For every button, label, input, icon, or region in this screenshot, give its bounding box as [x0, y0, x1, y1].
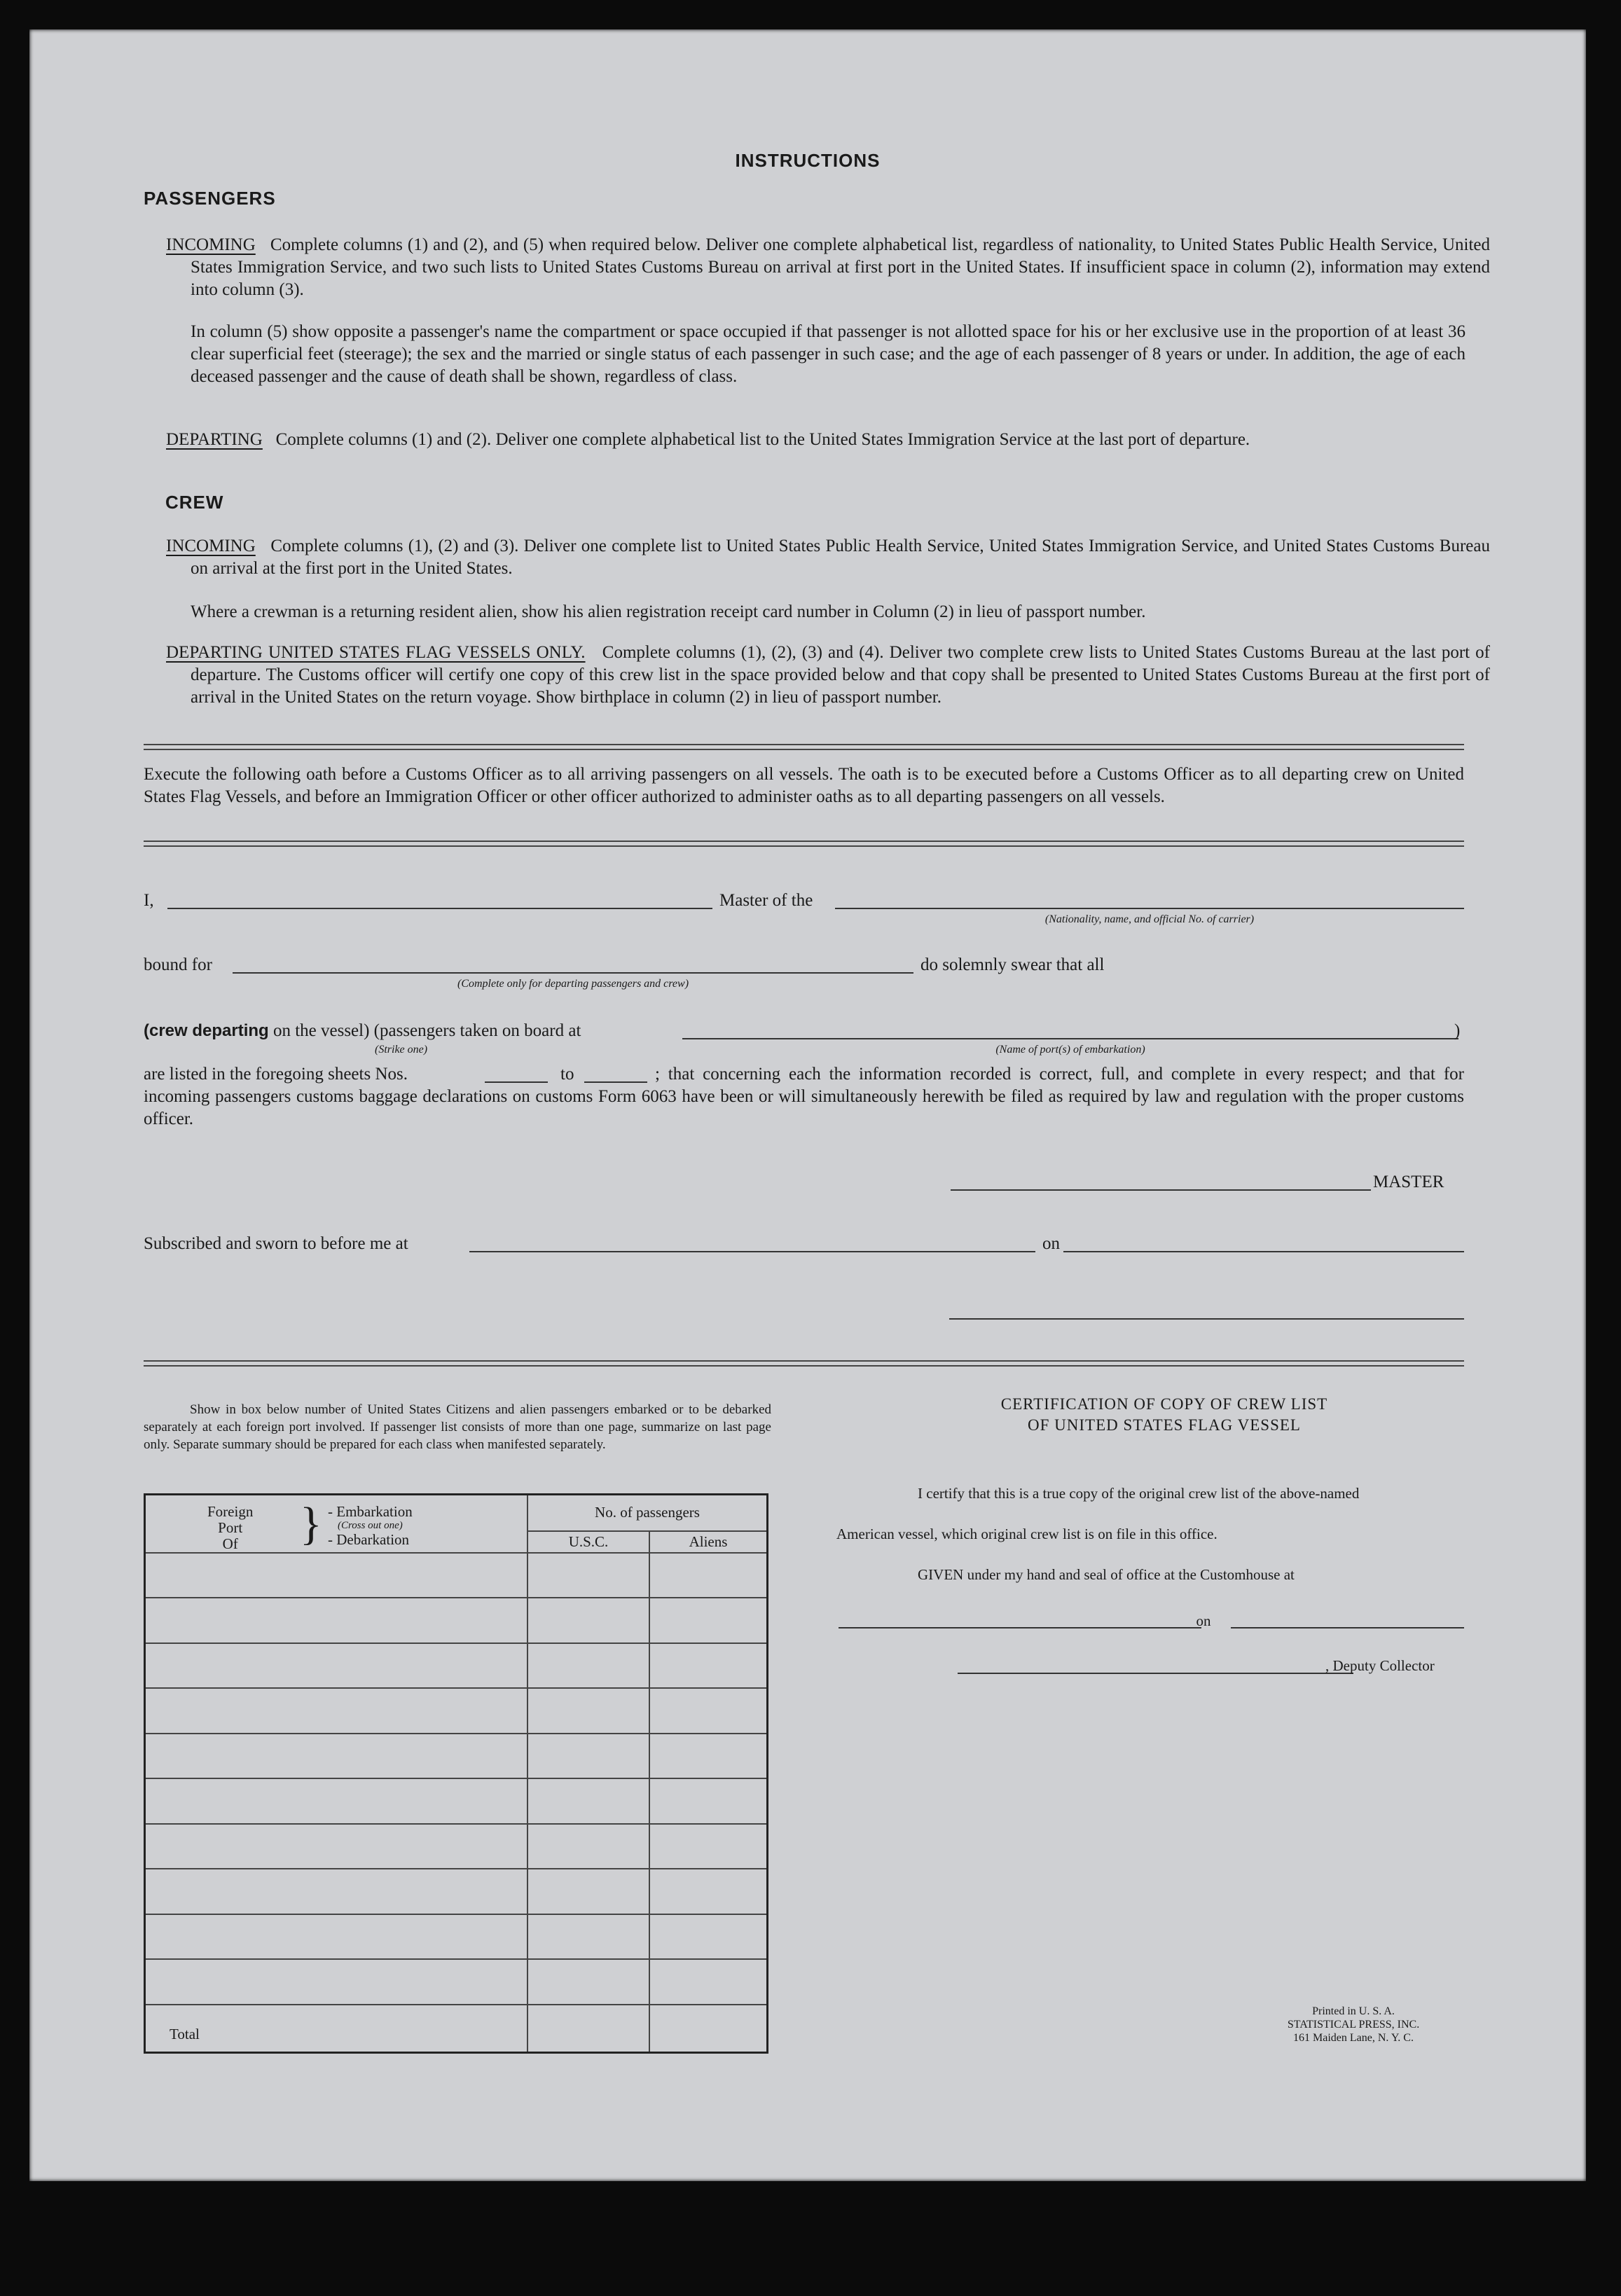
- crew-departing-text: Complete columns (1), (2), (3) and (4). Deliver two complete crew lists to United States Customs Bureau at the last port of departure. The Customs officer will certify one copy of this crew list in the space provided below and that copy shall be presented to United States Customs Bureau at the first port of arrival in the United States on the return voyage. Show birthplace in column (2) in lieu of passport number.: [191, 643, 1490, 707]
- embark-debark-options: [328, 1504, 413, 1548]
- cert-date-field[interactable]: [1231, 1627, 1464, 1628]
- certification-title-line2: OF UNITED STATES FLAG VESSEL: [1028, 1416, 1301, 1434]
- master-signature-field[interactable]: [951, 1189, 1371, 1191]
- deputy-signature-field[interactable]: [958, 1673, 1353, 1674]
- summary-note: Show in box below number of United States Citizens and alien passengers embarked or to be debarked separately at each foreign port involved. If passenger list consists of more than one page, summarize on last page only. Separate summary should be prepared for each class when manifested separately.: [144, 1402, 771, 1452]
- usc-header: U.S.C.: [527, 1531, 649, 1553]
- i-label: I,: [144, 891, 154, 910]
- divider: [144, 744, 1464, 750]
- table-row[interactable]: [145, 1643, 768, 1689]
- passengers-departing-paragraph: [166, 429, 1490, 451]
- form-page: [29, 29, 1586, 2181]
- embarkation-option[interactable]: - Embarkation: [328, 1503, 413, 1520]
- swear-label: do solemnly swear that all: [920, 955, 1105, 974]
- table-row[interactable]: [145, 1734, 768, 1779]
- crew-incoming-label: INCOMING: [166, 537, 256, 555]
- departing-text: Complete columns (1) and (2). Deliver one complete alphabetical list to the United States Immigration Service at the last port of departure.: [275, 430, 1250, 449]
- table-row[interactable]: [145, 1824, 768, 1869]
- master-label: MASTER: [1373, 1173, 1444, 1191]
- bound-for-label: bound for: [144, 955, 212, 974]
- crew-departing-label: DEPARTING UNITED STATES FLAG VESSELS ONLY.: [166, 643, 586, 662]
- of-word: Of: [222, 1535, 238, 1552]
- given-text: GIVEN under my hand and seal of office at the Customhouse at: [918, 1566, 1295, 1583]
- cross-out-caption: (Cross out one): [337, 1520, 403, 1531]
- column5-paragraph: In column (5) show opposite a passenger's name the compartment or space occupied if that passenger is not allotted space for his or her exclusive use in the proportion of at least 36 clear superficial feet (steerage); the sex and the married or single status of each passenger in such case; and the age of each passenger of 8 years or under. In addition, the age of each deceased passenger and the cause of death shall be shown, regardless of class.: [191, 322, 1465, 386]
- carrier-caption: (Nationality, name, and official No. of carrier): [1044, 913, 1255, 925]
- certify-line1: I certify that this is a true copy of the original crew list of the above-named: [918, 1485, 1360, 1502]
- table-row[interactable]: [145, 1553, 768, 1598]
- listed-start: are listed in the foregoing sheets Nos.: [144, 1065, 408, 1084]
- no-passengers-header: No. of passengers: [527, 1495, 768, 1531]
- summary-table: [144, 1493, 768, 2054]
- master-name-field[interactable]: [167, 908, 712, 909]
- brace-icon: }: [300, 1498, 322, 1549]
- debarkation-option[interactable]: - Debarkation: [328, 1531, 410, 1548]
- bound-for-field[interactable]: [233, 972, 913, 974]
- crew-incoming-paragraph: [166, 535, 1490, 580]
- sworn-date-field[interactable]: [1063, 1251, 1464, 1252]
- table-row[interactable]: [145, 1959, 768, 2005]
- on-vessel-label: on the vessel): [273, 1021, 370, 1040]
- embarkation-port-field[interactable]: [682, 1038, 1458, 1039]
- table-row[interactable]: [145, 1778, 768, 1824]
- subscribed-label: Subscribed and sworn to before me at: [144, 1234, 408, 1253]
- passengers-heading: PASSENGERS: [144, 188, 276, 209]
- crew-resident-paragraph: Where a crewman is a returning resident alien, show his alien registration receipt card number in Column (2) in lieu of passport number.: [191, 602, 1146, 621]
- printer-imprint: [1248, 2005, 1458, 2045]
- foreign-port-header: [145, 1495, 528, 1553]
- printer-line1: Printed in U. S. A.: [1312, 2005, 1395, 2017]
- printer-line2: STATISTICAL PRESS, INC.: [1287, 2019, 1420, 2031]
- crew-departing-option[interactable]: (crew departing: [144, 1021, 269, 1040]
- strike-one-caption: (Strike one): [375, 1044, 428, 1056]
- incoming-text: Complete columns (1) and (2), and (5) when required below. Deliver one complete alphabetical list, regardless of nationality, to United States Public Health Service, United States Immigration Service, and two such lists to United States Customs Bureau on arrival at first port in the United States. If insufficient space in column (2), information may extend into column (3).: [191, 235, 1490, 299]
- close-paren: ): [1454, 1021, 1461, 1040]
- deputy-collector-label: , Deputy Collector: [1325, 1657, 1435, 1674]
- master-of-the-label: Master of the: [719, 891, 813, 910]
- on-label: on: [1042, 1234, 1060, 1253]
- aliens-header: Aliens: [649, 1531, 768, 1553]
- foreign-port-of: [207, 1504, 253, 1552]
- total-row[interactable]: [145, 2005, 768, 2053]
- instructions-title: INSTRUCTIONS: [735, 150, 881, 171]
- crew-incoming-text: Complete columns (1), (2) and (3). Deliver one complete list to United States Public Health Service, United States Immigration Service, and United States Customs Bureau on arrival at the first port in the United States.: [191, 537, 1490, 578]
- to-label: to: [560, 1065, 574, 1084]
- port-caption: (Name of port(s) of embarkation): [995, 1044, 1145, 1056]
- departing-label: DEPARTING: [166, 430, 263, 449]
- passengers-taken-option[interactable]: (passengers taken on board at: [373, 1021, 581, 1040]
- crew-departing-paragraph: [166, 642, 1490, 709]
- foreign-word: Foreign: [207, 1503, 254, 1520]
- port-word: Port: [218, 1519, 243, 1536]
- certify-line2: American vessel, which original crew list is on file in this office.: [836, 1526, 1218, 1542]
- certification-title: [863, 1394, 1465, 1436]
- crew-heading: CREW: [165, 492, 224, 513]
- crew-passengers-line: [144, 1020, 581, 1042]
- total-label: Total: [145, 2005, 528, 2053]
- printer-line3: 161 Maiden Lane, N. Y. C.: [1293, 2032, 1414, 2044]
- bound-for-caption: (Complete only for departing passengers and crew): [457, 978, 689, 990]
- incoming-label: INCOMING: [166, 235, 256, 254]
- table-row[interactable]: [145, 1688, 768, 1734]
- cert-on-label: on: [1196, 1612, 1211, 1629]
- sworn-place-field[interactable]: [469, 1251, 1035, 1252]
- table-row[interactable]: [145, 1598, 768, 1643]
- oath-execute-text: Execute the following oath before a Customs Officer as to all arriving passengers on all vessels. The oath is to be executed before a Customs Officer as to all departing crew on United States Flag Vessels, and before an Immigration Officer or other officer authorized to administer oaths as to all departing passengers on all vessels.: [144, 765, 1464, 806]
- certification-title-line1: CERTIFICATION OF COPY OF CREW LIST: [1000, 1395, 1328, 1413]
- table-row[interactable]: [145, 1869, 768, 1914]
- divider: [144, 1360, 1464, 1367]
- carrier-field[interactable]: [835, 908, 1464, 909]
- table-row[interactable]: [145, 1914, 768, 1960]
- officer-signature-field[interactable]: [949, 1318, 1464, 1320]
- listed-rest: ; that concerning each the information recorded is correct, full, and complete in every respect; and that for incoming passengers customs baggage declarations on customs Form 6063 have been or will simultaneously herewith be filed as required by law and regulation with the proper customs officer.: [144, 1065, 1464, 1128]
- customhouse-field[interactable]: [839, 1627, 1201, 1628]
- passengers-incoming-paragraph: [166, 234, 1490, 301]
- divider: [144, 841, 1464, 847]
